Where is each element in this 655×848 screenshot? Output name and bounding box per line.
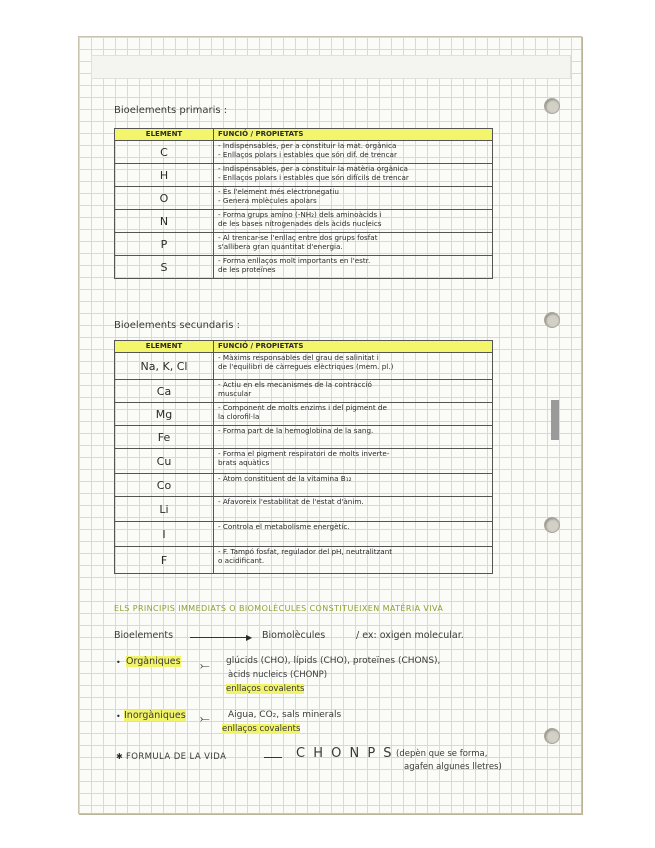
organiques-line2: àcids nucleics (CHONP): [228, 670, 328, 680]
element-description: [214, 164, 493, 187]
description-line: de les proteïnes: [218, 265, 276, 274]
binder-hole: [544, 312, 560, 328]
description-line: la clorofil·la: [218, 412, 260, 421]
element-symbol: P: [115, 233, 214, 256]
element-symbol: Li: [115, 497, 214, 522]
description-line: - Enllaços polars i estables que són difícils de trencar: [218, 173, 409, 182]
element-symbol: H: [115, 164, 214, 187]
description-line: - Component de molts enzims i del pigment de: [218, 403, 387, 412]
funcio-header: FUNCIÓ / PROPIETATS: [214, 341, 493, 353]
element-symbol: I: [115, 522, 214, 547]
description-line: - Actiu en els mecanismes de la contracció: [218, 380, 372, 389]
description-line: o acidificant.: [218, 556, 265, 565]
inorganiques-line1: Aigua, CO₂, sals minerals: [228, 710, 342, 720]
table-row: [115, 497, 493, 522]
table-row: [115, 233, 493, 256]
table-row: [115, 474, 493, 497]
element-symbol: C: [115, 141, 214, 164]
element-description: [214, 141, 493, 164]
description-line: de l'equilibri de càrregues elèctriques (mem. pl.): [218, 362, 394, 371]
description-line: - Màxims responsables del grau de salinitat i: [218, 353, 379, 362]
inorganiques-line2: enllaços covalents: [222, 724, 301, 734]
table-row: [115, 547, 493, 574]
description-line: de les bases nitrogenades dels àcids nucleics: [218, 219, 382, 228]
table-row: [115, 164, 493, 187]
arrow-line: [190, 637, 250, 638]
table-row: [115, 353, 493, 380]
element-symbol: Mg: [115, 403, 214, 426]
element-description: [214, 187, 493, 210]
formula-note-1: (depèn que se forma,: [396, 749, 488, 759]
bullet-icon: •: [116, 712, 121, 721]
table-row: [115, 449, 493, 474]
branch-arrow-icon: ⤚: [200, 658, 210, 672]
element-symbol: Co: [115, 474, 214, 497]
description-line: - Àtom constituent de la vitamina B₁₂: [218, 474, 352, 483]
table-row: [115, 210, 493, 233]
organiques-line3: enllaços covalents: [226, 684, 305, 694]
sheet-side-tab: [551, 400, 559, 440]
description-line: - Indispensables, per a constituir la mat. orgànica: [218, 141, 397, 150]
header-box: [91, 55, 571, 79]
description-line: - És l'element més electronegatiu: [218, 187, 339, 196]
element-symbol: F: [115, 547, 214, 574]
element-description: [214, 256, 493, 279]
formula-value: C H O N P S: [296, 746, 394, 761]
table-row: [115, 403, 493, 426]
arrow-line: [264, 757, 282, 758]
table-row: [115, 426, 493, 449]
element-symbol: Fe: [115, 426, 214, 449]
description-line: - Al trencar-se l'enllaç entre dos grups fosfat: [218, 233, 378, 242]
description-line: brats aquàtics: [218, 458, 270, 467]
binder-hole: [544, 728, 560, 744]
element-description: [214, 403, 493, 426]
bio-example: / ex: oxigen molecular.: [356, 630, 464, 641]
description-line: - Forma el pigment respiratori de molts inverte-: [218, 449, 390, 458]
element-description: [214, 474, 493, 497]
formula-note-2: agafen algunes lletres): [404, 762, 502, 772]
table-row: [115, 522, 493, 547]
element-description: [214, 353, 493, 380]
element-symbol: Na, K, Cl: [115, 353, 214, 380]
description-line: - Forma enllaços molt importants en l'estr.: [218, 256, 371, 265]
secondary-table-header: [115, 341, 493, 353]
formula-label: FORMULA DE LA VIDA: [126, 752, 227, 762]
description-line: - Indispensables, per a constituir la matèria orgànica: [218, 164, 408, 173]
table-row: [115, 187, 493, 210]
element-description: [214, 522, 493, 547]
description-line: - Afavoreix l'estabilitat de l'estat d'ànim.: [218, 497, 364, 506]
description-line: - Enllaços polars i estables que són dif. de trencar: [218, 150, 397, 159]
description-line: - Controla el metabolisme energètic.: [218, 522, 350, 531]
organiques-label: Orgàniques: [126, 656, 181, 667]
binder-hole: [544, 517, 560, 533]
element-header: ELEMENT: [115, 129, 214, 141]
table-row: [115, 256, 493, 279]
table-row: [115, 141, 493, 164]
principis-title: ELS PRINCIPIS IMMEDIATS O BIOMOLÈCULES CONSTITUEIXEN MATÈRIA VIVA: [114, 604, 444, 613]
bio-left: Bioelements: [114, 630, 174, 641]
element-description: [214, 210, 493, 233]
element-description: [214, 449, 493, 474]
secondary-table: [114, 340, 493, 574]
element-symbol: N: [115, 210, 214, 233]
bio-right: Biomolècules: [262, 630, 326, 641]
element-description: [214, 547, 493, 574]
description-line: muscular: [218, 389, 252, 398]
description-line: - Forma grups amino (-NH₂) dels aminoàcids i: [218, 210, 382, 219]
description-line: - Forma part de la hemoglobina de la sang.: [218, 426, 374, 435]
description-line: - Genera molècules apolars: [218, 196, 317, 205]
star-bullet-icon: ✱: [116, 752, 123, 761]
element-description: [214, 426, 493, 449]
organiques-line1: glúcids (CHO), lípids (CHO), proteïnes (CHONS),: [226, 656, 441, 666]
element-header: ELEMENT: [115, 341, 214, 353]
description-line: - F. Tampó fosfat, regulador del pH, neutralitzant: [218, 547, 393, 556]
description-line: s'allibera gran quantitat d'energia.: [218, 242, 343, 251]
inorganiques-label: Inorgàniques: [124, 710, 186, 721]
arrow-head-icon: ▶: [246, 633, 253, 642]
element-description: [214, 233, 493, 256]
primary-table: [114, 128, 493, 279]
bullet-icon: •: [116, 658, 121, 667]
element-symbol: O: [115, 187, 214, 210]
funcio-header: FUNCIÓ / PROPIETATS: [214, 129, 493, 141]
element-symbol: S: [115, 256, 214, 279]
primary-table-header: [115, 129, 493, 141]
secondary-title: Bioelements secundaris :: [114, 320, 241, 331]
element-symbol: Cu: [115, 449, 214, 474]
branch-arrow-icon: ⤚: [200, 711, 210, 725]
element-description: [214, 380, 493, 403]
primary-title: Bioelements primaris :: [114, 105, 228, 116]
binder-hole: [544, 98, 560, 114]
table-row: [115, 380, 493, 403]
element-symbol: Ca: [115, 380, 214, 403]
element-description: [214, 497, 493, 522]
